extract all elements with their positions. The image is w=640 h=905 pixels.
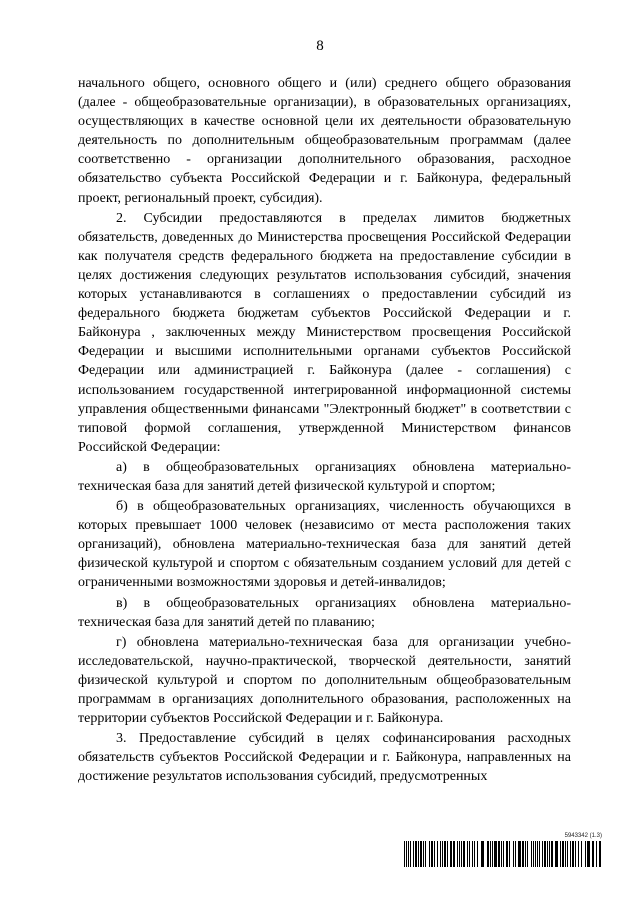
paragraph: начального общего, основного общего и (или) среднего общего образования (далее - общеобразовательные организации), в образовательных организациях, осуществляющих в качестве основной цели их деятельности образовательную деятельность по дополнительным общеобразовательным программам (далее соответственно - организации дополнительного образования, расходное обязательство субъекта Российской Федерации и г. Байконура, федеральный проект, региональный проект, субсидия).	[78, 76, 571, 206]
paragraph: 2. Субсидии предоставляются в пределах лимитов бюджетных обязательств, доведенных до Министерства просвещения Российской Федерации как получателя средств федерального бюджета на предоставление субсидии в целях достижения следующих результатов использования субсидий, значения которых устанавливаются в соглашениях о предоставлении субсидий из федерального бюджета бюджетам субъектов Российской Федерации и г. Байконура , заключенных между Министерством просвещения Российской Федерации и высшими исполнительными органами субъектов Российской Федерации или администрацией г. Байконура (далее - соглашения) с использованием государственной интегрированной информационной системы управления общественными финансами "Электронный бюджет" в соответствии с типовой формой соглашения, утвержденной Министерством финансов Российской Федерации:	[78, 210, 571, 455]
paragraph: а) в общеобразовательных организациях обновлена материально-техническая база для занятий детей физической культурой и спортом;	[78, 459, 571, 494]
paragraph: в) в общеобразовательных организациях обновлена материально-техническая база для занятий детей по плаванию;	[78, 595, 571, 630]
paragraph: г) обновлена материально-техническая база для организации учебно-исследовательской, научно-практической, творческой деятельности, занятий физической культурой и спортом по дополнительным общеобразовательным программам в организациях дополнительного образования, расположенных на территории субъектов Российской Федерации и г. Байконура.	[78, 634, 571, 727]
barcode-caption: 5943342 (1.3)	[564, 833, 602, 839]
barcode-block	[404, 833, 602, 867]
document-body	[78, 74, 571, 786]
page-number: 8	[316, 38, 324, 54]
paragraph: б) в общеобразовательных организациях, численность обучающихся в которых превышает 1000 человек (независимо от места расположения таких организаций), обновлена материально-техническая база для занятий детей физической культурой и спортом с обязательным созданием условий для детей с ограниченными возможностями здоровья и детей-инвалидов;	[78, 499, 571, 591]
barcode-icon	[404, 841, 602, 867]
paragraph: 3. Предоставление субсидий в целях софинансирования расходных обязательств субъектов Российской Федерации и г. Байконура, направленных на достижение результатов использования субсидий, предусмотренных	[78, 731, 571, 785]
